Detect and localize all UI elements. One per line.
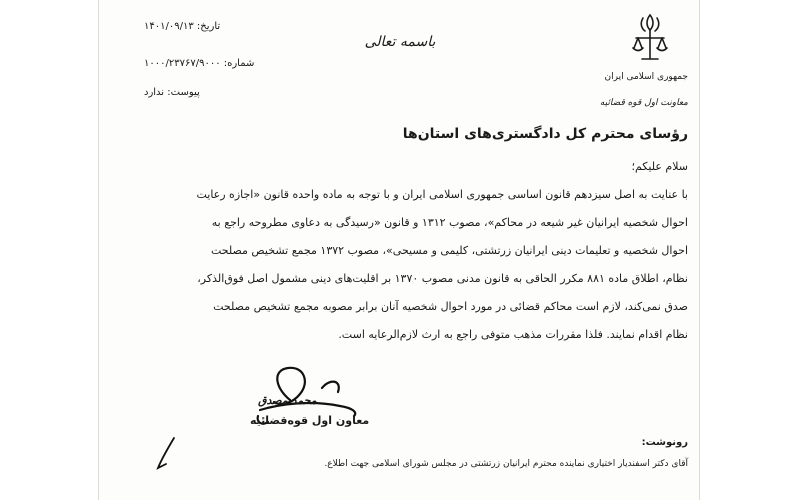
letter-greeting: سلام علیکم؛ — [631, 160, 688, 173]
signatory-name: محمد مصدق — [258, 394, 317, 407]
letter-body-line: احوال شخصیه و تعلیمات دینی ایرانیان زرتشتی، کلیمی و مسیحی»، مصوب ۱۳۷۲ مجمع تشخیص مصلحت — [210, 244, 688, 257]
cc-label: رونوشت: — [641, 437, 688, 448]
letter-attachment: پیوست: ندارد — [144, 87, 200, 98]
letter-recipient-title: رؤسای محترم کل دادگستری‌های استان‌ها — [402, 126, 688, 142]
letter-number: شماره: ۱۰۰۰/۲۳۷۶۷/۹۰۰۰ — [144, 58, 255, 69]
letter-body-line: نظام، اطلاق ماده ۸۸۱ مکرر الحاقی به قانون مدنی مصوب ۱۳۷۰ بر اقلیت‌های دینی مشمول اصل فوق‌الذکر، — [197, 272, 688, 285]
office-name: معاونت اول قوه قضائیه — [599, 98, 688, 108]
letter-body-line: احوال شخصیه ایرانیان غیر شیعه در محاکم»، مصوب ۱۳۱۲ و قانون «رسیدگی به دعاوی مطروحه راجع به — [211, 216, 688, 229]
cc-recipient: آقای دکتر اسفندیار اختیاری نماینده محترم ایرانیان زرتشتی در مجلس شورای اسلامی جهت اطلاع. — [324, 459, 688, 469]
judiciary-emblem-icon — [628, 12, 672, 64]
handwritten-mark — [154, 434, 178, 474]
signatory-title: معاون اول قوه‌قضائیه — [250, 414, 370, 427]
letter-body-line: با عنایت به اصل سیزدهم قانون اساسی جمهوری اسلامی ایران و با توجه به ماده واحده قانون «اجازه رعایت — [196, 188, 688, 201]
organization-name: جمهوری اسلامی ایران — [604, 72, 688, 82]
letter-body-line: صدق نمی‌کند، لازم است محاکم قضائی در مورد احوال شخصیه آنان برابر مصوبه مجمع تشخیص مصلحت — [213, 300, 688, 313]
letter-date: تاریخ: ۱۴۰۱/۰۹/۱۳ — [144, 21, 221, 32]
invocation-heading: باسمه تعالی — [364, 34, 436, 50]
letter-body-line: نظام اقدام نمایند. فلذا مقررات مذهب متوفی راجع به ارث لازم‌الرعایه است. — [338, 328, 688, 341]
